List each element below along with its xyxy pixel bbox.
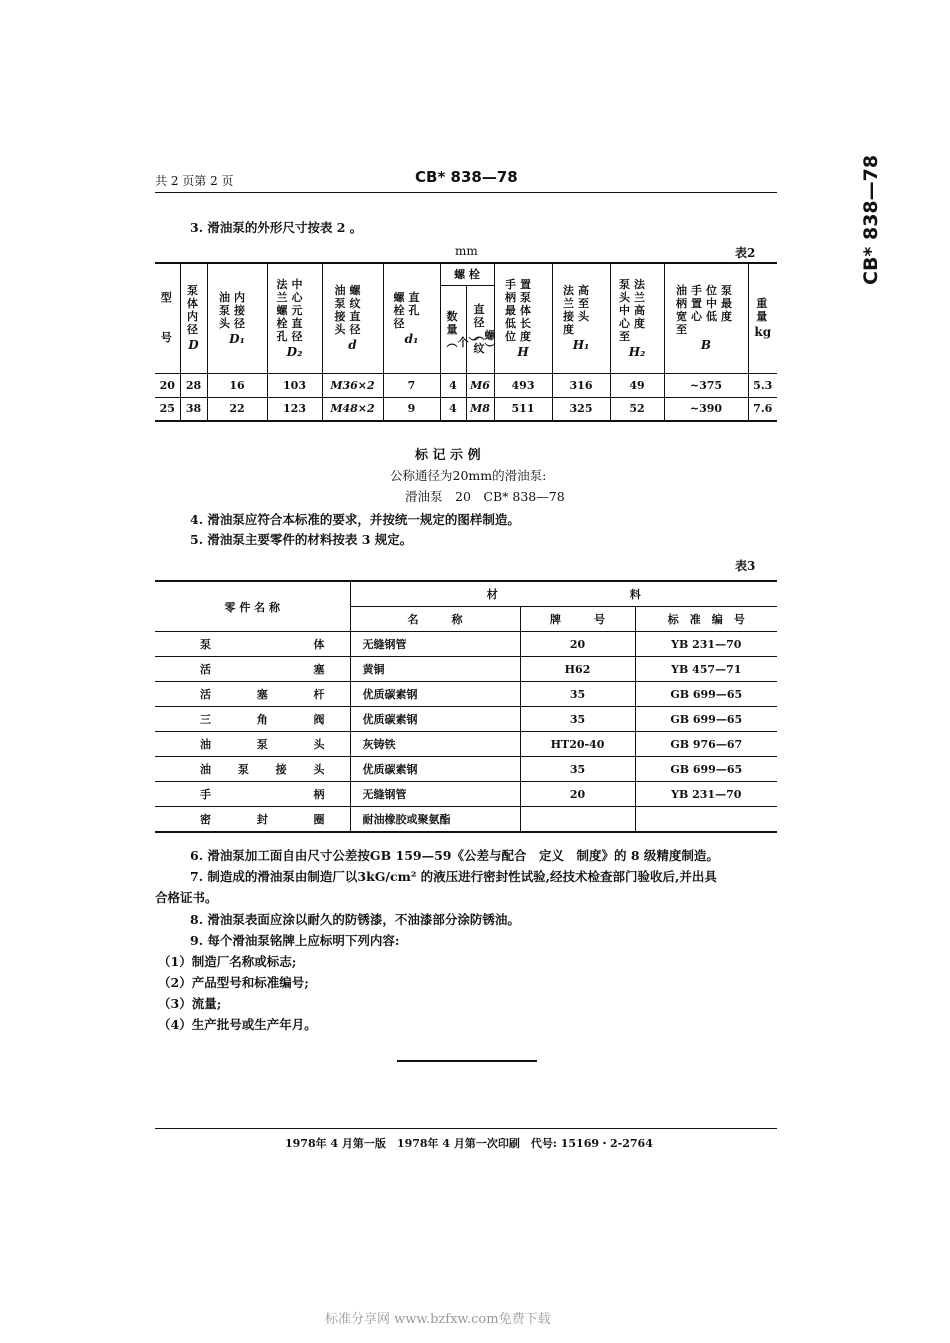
table-cell: 52 xyxy=(610,397,664,421)
list-item-4: （4）生产批号或生产年月。 xyxy=(158,1017,317,1032)
header-standard: 标 准 编 号 xyxy=(635,607,777,632)
table-2 xyxy=(155,262,777,422)
grade: H62 xyxy=(520,657,635,682)
part-name: 密封圈 xyxy=(155,807,350,833)
table-row xyxy=(155,632,777,657)
footer-rule xyxy=(155,1128,777,1129)
table-row xyxy=(155,397,777,421)
header-rule xyxy=(155,192,777,193)
header-bolt-dia: 直径︵螺纹︶ xyxy=(473,303,496,355)
end-rule xyxy=(397,1060,537,1062)
header-bolt-count: 数量︵个︶ xyxy=(446,309,480,349)
material-name: 无缝钢管 xyxy=(350,782,520,807)
table-cell: 16 xyxy=(207,373,267,397)
material-name: 优质碳素钢 xyxy=(350,707,520,732)
table-cell: 38 xyxy=(180,397,207,421)
table-cell: 49 xyxy=(610,373,664,397)
header-h1: 法高兰至接头度 xyxy=(563,284,593,337)
grade: 35 xyxy=(520,707,635,732)
table-cell: 20 xyxy=(155,373,180,397)
standard-number xyxy=(635,807,777,833)
table-cell: 9 xyxy=(383,397,440,421)
table-cell: 511 xyxy=(494,397,552,421)
header-d2: 法中兰心螺元栓直孔径 xyxy=(276,277,307,343)
standard-number: GB 699—65 xyxy=(635,757,777,782)
part-name: 泵体 xyxy=(155,632,350,657)
table2-label: 表2 xyxy=(735,246,756,260)
standard-number: YB 231—70 xyxy=(635,782,777,807)
table-row xyxy=(155,732,777,757)
header-sym: D₂ xyxy=(286,344,303,359)
table-cell: 493 xyxy=(494,373,552,397)
material-name: 耐油橡胶或聚氨酯 xyxy=(350,807,520,833)
list-item-2: （2）产品型号和标准编号; xyxy=(158,975,309,990)
table-cell: 316 xyxy=(552,373,610,397)
standard-number: CB* 838—78 xyxy=(415,168,518,186)
item-5: 5. 滑油泵主要零件的材料按表 3 规定。 xyxy=(190,532,413,547)
standard-number: YB 231—70 xyxy=(635,632,777,657)
table-cell: 5.3 xyxy=(748,373,777,397)
table-cell: 325 xyxy=(552,397,610,421)
header-sym: H₂ xyxy=(628,344,646,359)
material-name: 无缝钢管 xyxy=(350,632,520,657)
table-cell: 4 xyxy=(440,373,466,397)
header-bolt-hole: 螺直栓孔径 xyxy=(393,290,424,330)
material-name: 灰铸铁 xyxy=(350,732,520,757)
table-row xyxy=(155,707,777,732)
header-sym: B xyxy=(700,338,712,353)
grade: HT20-40 xyxy=(520,732,635,757)
table-cell: M6 xyxy=(466,373,494,397)
part-name: 三角阀 xyxy=(155,707,350,732)
material-name: 黄铜 xyxy=(350,657,520,682)
item-7-cont: 合格证书。 xyxy=(155,890,218,905)
header-sym: H xyxy=(517,344,529,359)
part-name: 活塞杆 xyxy=(155,682,350,707)
item-9: 9. 每个滑油泵铭牌上应标明下列内容: xyxy=(190,933,400,948)
table-cell: 22 xyxy=(207,397,267,421)
header-grade: 牌 号 xyxy=(520,607,635,632)
header-material: 材 料 xyxy=(350,581,777,607)
header-b: 油手位泵柄置中最宽心低度至 xyxy=(676,284,736,337)
part-name: 手柄 xyxy=(155,782,350,807)
header-sym: D₁ xyxy=(229,331,245,346)
header-h: 手置柄泵最体低长位度 xyxy=(505,277,535,343)
header-body-bore: 泵体内径 xyxy=(187,284,198,337)
grade: 20 xyxy=(520,782,635,807)
table-cell: 28 xyxy=(180,373,207,397)
page-info: 共 2 页第 2 页 xyxy=(155,174,234,188)
header-weight: 重量 xyxy=(756,297,768,324)
table-cell: M48×2 xyxy=(322,397,383,421)
table3-label: 表3 xyxy=(735,559,756,573)
example-line-2: 滑油泵 20 CB* 838—78 xyxy=(405,489,565,504)
part-name: 活塞 xyxy=(155,657,350,682)
grade: 35 xyxy=(520,682,635,707)
item-4: 4. 滑油泵应符合本标准的要求，并按统一规定的图样制造。 xyxy=(190,512,520,527)
header-d1: 油内泵接头径 xyxy=(219,290,249,330)
table-row xyxy=(155,682,777,707)
list-item-1: （1）制造厂名称或标志; xyxy=(158,954,297,969)
header-sym: D xyxy=(188,338,199,353)
side-standard-label: CB* 838—78 xyxy=(860,154,882,285)
header-thread: 油螺泵纹接直头径 xyxy=(334,284,365,337)
table-cell: ~375 xyxy=(664,373,748,397)
header-sym: d xyxy=(348,338,357,353)
header-material-name: 名 称 xyxy=(350,607,520,632)
table-row xyxy=(155,807,777,833)
standard-number: GB 699—65 xyxy=(635,707,777,732)
header-sym: d₁ xyxy=(404,331,419,346)
example-title: 标 记 示 例 xyxy=(415,448,481,463)
header-sym: kg xyxy=(754,325,772,340)
header-sym: H₁ xyxy=(572,338,590,353)
table-cell: 7 xyxy=(383,373,440,397)
standard-number: GB 976—67 xyxy=(635,732,777,757)
header-bolt: 螺 栓 xyxy=(440,263,494,285)
standard-number: GB 699—65 xyxy=(635,682,777,707)
header-h2: 泵法头兰中高心度至 xyxy=(619,277,649,343)
item-3: 3. 滑油泵的外形尺寸按表 2 。 xyxy=(190,220,363,235)
table-cell: M36×2 xyxy=(322,373,383,397)
print-info: 1978年 4 月第一版 1978年 4 月第一次印刷 代号: 15169・2-2764 xyxy=(285,1137,653,1150)
standard-number: YB 457—71 xyxy=(635,657,777,682)
item-8: 8. 滑油泵表面应涂以耐久的防锈漆，不油漆部分涂防锈油。 xyxy=(190,912,520,927)
table-row xyxy=(155,782,777,807)
grade: 20 xyxy=(520,632,635,657)
table-cell: ~390 xyxy=(664,397,748,421)
grade xyxy=(520,807,635,833)
table-cell: M8 xyxy=(466,397,494,421)
item-6: 6. 滑油泵加工面自由尺寸公差按GB 159—59《公差与配合 定义 制度》的 8 级精度制造。 xyxy=(190,848,719,863)
list-item-3: （3）流量; xyxy=(158,996,222,1011)
material-name: 优质碳素钢 xyxy=(350,757,520,782)
table-cell: 7.6 xyxy=(748,397,777,421)
table-3 xyxy=(155,580,777,833)
table-cell: 103 xyxy=(267,373,322,397)
table-row xyxy=(155,373,777,397)
header-model: 型号 xyxy=(160,291,172,345)
grade: 35 xyxy=(520,757,635,782)
table-cell: 4 xyxy=(440,397,466,421)
example-line-1: 公称通径为20mm的滑油泵: xyxy=(390,468,547,483)
table2-unit: mm xyxy=(455,244,478,258)
material-name: 优质碳素钢 xyxy=(350,682,520,707)
item-7: 7. 制造成的滑油泵由制造厂以3kG/cm² 的液压进行密封性试验,经技术检查部门验收后,并出具 xyxy=(190,869,717,884)
table-row xyxy=(155,757,777,782)
table-row xyxy=(155,657,777,682)
part-name: 油泵接头 xyxy=(155,757,350,782)
watermark: 标准分享网 www.bzfxw.com免费下载 xyxy=(325,1312,551,1327)
header-part-name: 零 件 名 称 xyxy=(155,581,350,632)
part-name: 油泵头 xyxy=(155,732,350,757)
table-cell: 123 xyxy=(267,397,322,421)
table-cell: 25 xyxy=(155,397,180,421)
